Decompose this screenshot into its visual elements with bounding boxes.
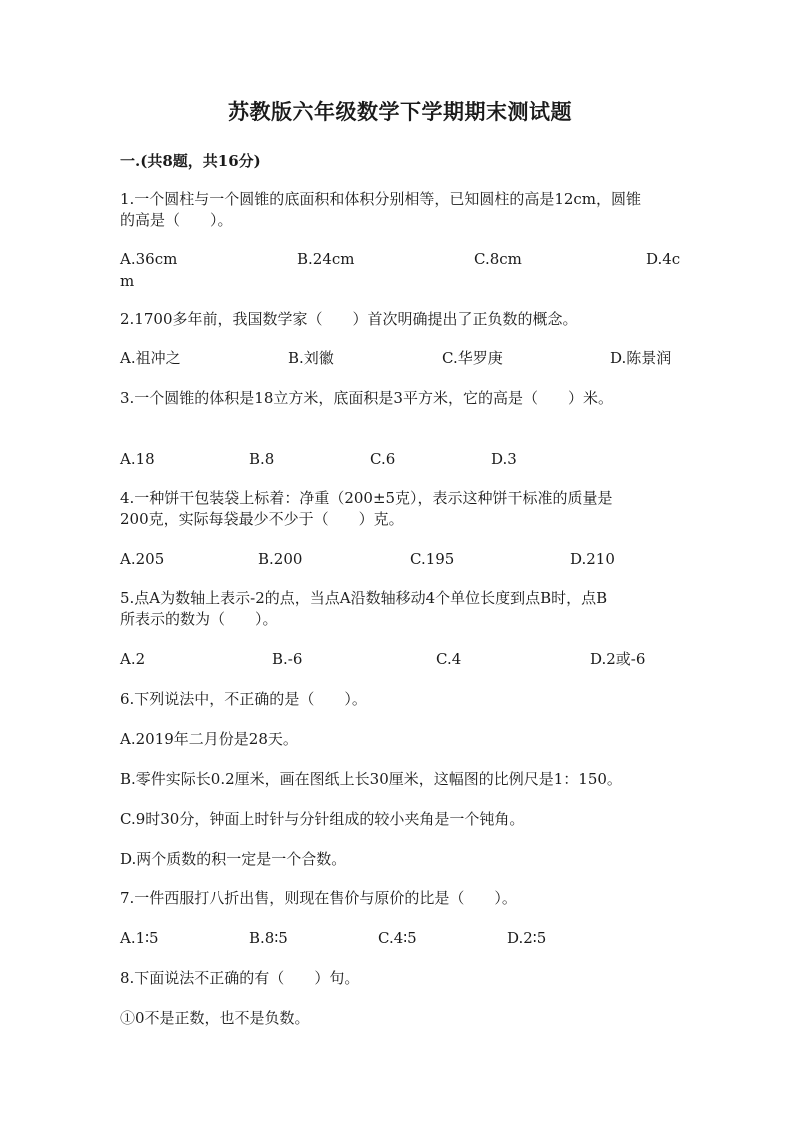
question-5-option-a: A.2 (120, 650, 146, 668)
question-3-option-b: B.8 (249, 450, 275, 468)
question-5-option-c: C.4 (436, 650, 462, 668)
question-5-line-2: 所表示的数为（ ）。 (120, 610, 278, 628)
section-heading: 一.(共8题，共16分) (120, 152, 261, 170)
page-title: 苏教版六年级数学下学期期末测试题 (228, 99, 572, 124)
question-6-option-a: A.2019年二月份是28天。 (120, 730, 298, 748)
question-2-option-d: D.陈景润 (610, 349, 672, 367)
question-5-line-1: 5.点A为数轴上表示-2的点，当点A沿数轴移动4个单位长度到点B时，点B (120, 589, 608, 607)
question-8-item-1: ①0不是正数，也不是负数。 (120, 1009, 310, 1027)
question-4-option-b: B.200 (258, 550, 303, 568)
question-6-line-1: 6.下列说法中，不正确的是（ ）。 (120, 690, 367, 708)
question-7-option-b: B.8∶5 (249, 929, 288, 947)
question-7-option-d: D.2∶5 (507, 929, 547, 947)
question-1-option-d-wrap: m (120, 272, 135, 290)
question-5-option-b: B.-6 (272, 650, 303, 668)
question-1-option-b: B.24cm (297, 250, 355, 268)
question-3-line-1: 3.一个圆锥的体积是18立方米，底面积是3平方米，它的高是（ ）米。 (120, 389, 613, 407)
question-3-option-c: C.6 (370, 450, 396, 468)
question-7-line-1: 7.一件西服打八折出售，则现在售价与原价的比是（ ）。 (120, 889, 517, 907)
question-6-option-b: B.零件实际长0.2厘米，画在图纸上长30厘米，这幅图的比例尺是1：150。 (120, 770, 622, 788)
question-4-line-1: 4.一种饼干包装袋上标着：净重（200±5克），表示这种饼干标准的质量是 (120, 489, 613, 507)
question-4-option-d: D.210 (570, 550, 615, 568)
question-2-option-c: C.华罗庚 (442, 349, 503, 367)
question-2-option-b: B.刘徽 (288, 349, 334, 367)
question-8-line-1: 8.下面说法不正确的有（ ）句。 (120, 969, 360, 987)
question-3-option-d: D.3 (491, 450, 517, 468)
question-2-line-1: 2.1700多年前，我国数学家（ ）首次明确提出了正负数的概念。 (120, 310, 578, 328)
question-1-line-1: 1.一个圆柱与一个圆锥的底面积和体积分别相等，已知圆柱的高是12cm，圆锥 (120, 190, 642, 208)
question-1-option-a: A.36cm (120, 250, 178, 268)
question-7-option-c: C.4∶5 (378, 929, 417, 947)
question-6-option-c: C.9时30分，钟面上时针与分针组成的较小夹角是一个钝角。 (120, 810, 525, 828)
question-3-option-a: A.18 (120, 450, 155, 468)
question-4-line-2: 200克，实际每袋最少不少于（ ）克。 (120, 510, 404, 528)
question-4-option-c: C.195 (410, 550, 455, 568)
question-5-option-d: D.2或-6 (590, 650, 646, 668)
question-6-option-d: D.两个质数的积一定是一个合数。 (120, 850, 347, 868)
question-7-option-a: A.1∶5 (120, 929, 159, 947)
question-2-option-a: A.祖冲之 (120, 349, 181, 367)
question-1-option-c: C.8cm (474, 250, 522, 268)
question-1-line-2: 的高是（ ）。 (120, 211, 233, 229)
question-1-option-d: D.4c (646, 250, 681, 268)
question-4-option-a: A.205 (120, 550, 165, 568)
